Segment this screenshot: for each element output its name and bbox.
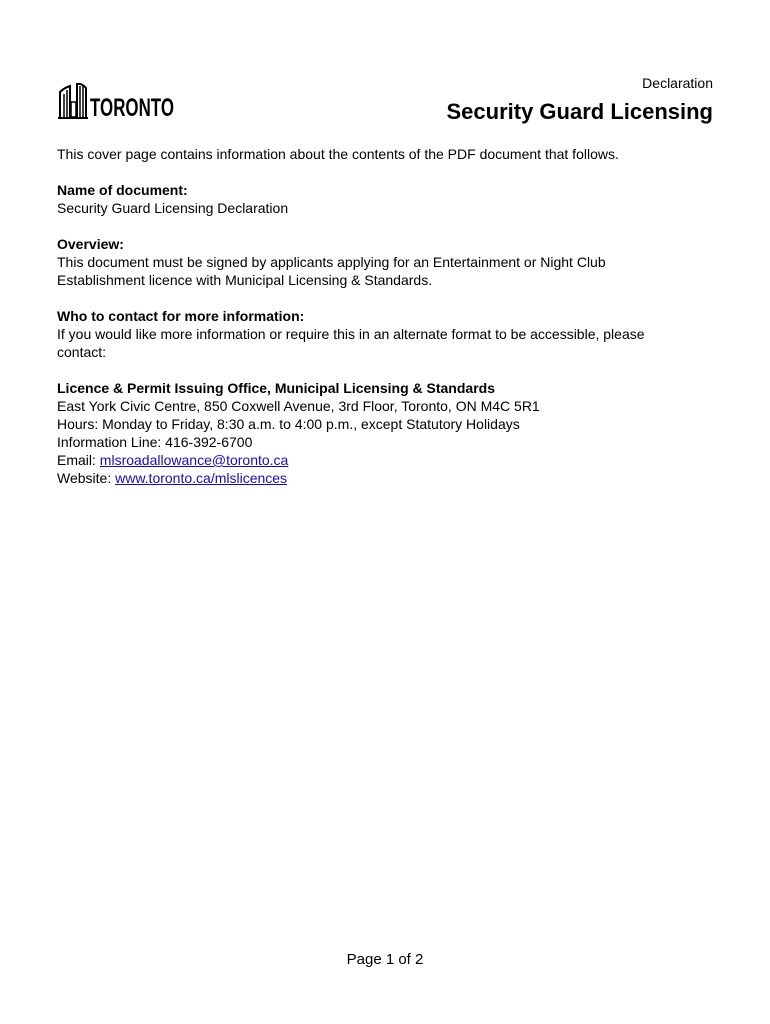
name-of-document-heading: Name of document: <box>57 182 188 198</box>
office-phone: Information Line: 416-392-6700 <box>57 434 253 450</box>
office-website-line <box>57 469 717 487</box>
office-hours: Hours: Monday to Friday, 8:30 a.m. to 4:00 p.m., except Statutory Holidays <box>57 416 520 432</box>
cover-page-content <box>57 145 717 487</box>
logo-wordmark: TORONTO <box>90 94 174 122</box>
office-address: East York Civic Centre, 850 Coxwell Avenue, 3rd Floor, Toronto, ON M4C 5R1 <box>57 398 540 414</box>
contact-line-1: If you would like more information or require this in an alternate format to be accessible, please <box>57 326 645 342</box>
page-title: Security Guard Licensing <box>446 99 713 124</box>
overview-line-2: Establishment licence with Municipal Licensing & Standards. <box>57 272 433 288</box>
document-header <box>446 74 713 126</box>
email-label: Email: <box>57 452 100 468</box>
name-of-document-value: Security Guard Licensing Declaration <box>57 200 289 216</box>
website-link[interactable]: www.toronto.ca/mlslicences <box>115 470 288 486</box>
toronto-logo <box>58 80 176 120</box>
contact-line-2: contact: <box>57 344 107 360</box>
overview-line-1: This document must be signed by applicants applying for an Entertainment or Night Club <box>57 254 606 270</box>
office-email-line <box>57 451 717 469</box>
document-type-label: Declaration <box>642 75 713 91</box>
office-heading: Licence & Permit Issuing Office, Municipal Licensing & Standards <box>57 380 495 396</box>
overview-heading: Overview: <box>57 236 124 252</box>
website-label: Website: <box>57 470 116 486</box>
email-link[interactable]: mlsroadallowance@toronto.ca <box>99 452 289 468</box>
intro-text: This cover page contains information about the contents of the PDF document that follows. <box>57 146 619 162</box>
city-hall-icon <box>58 80 176 120</box>
page-number: Page 1 of 2 <box>346 951 424 968</box>
contact-heading: Who to contact for more information: <box>57 308 305 324</box>
